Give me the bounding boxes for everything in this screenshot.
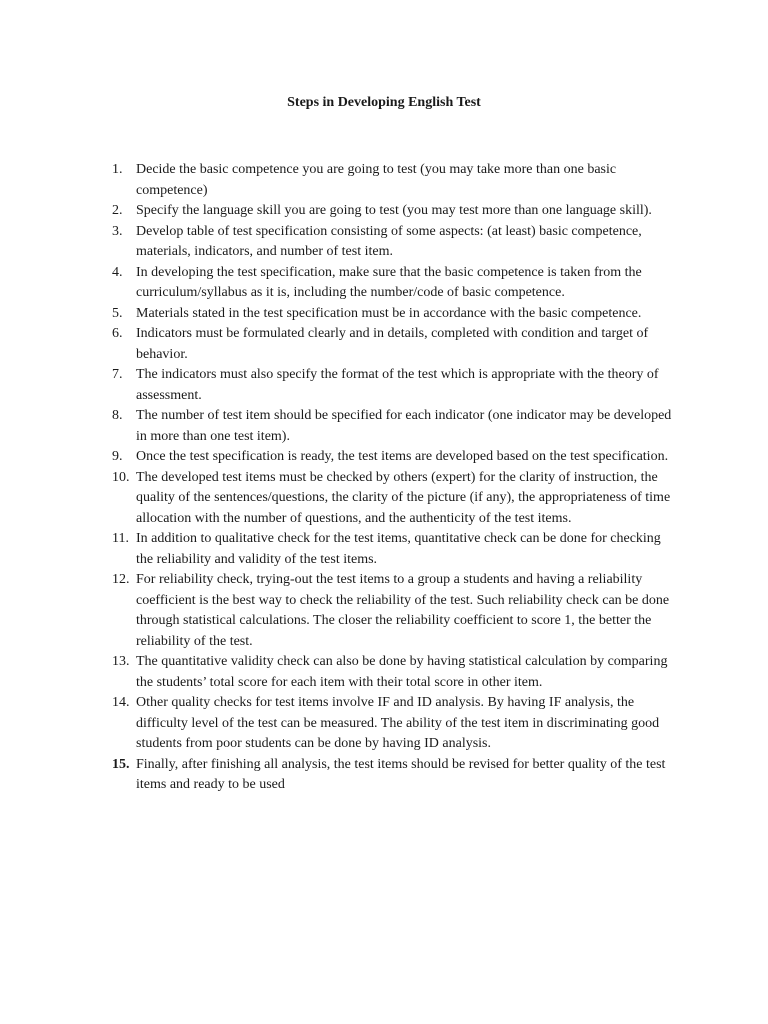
step-text: Develop table of test specification consisting of some aspects: (at least) basic competence, materials, indicators, and number of test item.	[136, 223, 642, 259]
step-text: Decide the basic competence you are going to test (you may take more than one basic competence)	[136, 162, 617, 198]
list-item	[112, 468, 672, 530]
step-number: 5.	[112, 305, 123, 321]
step-text: Once the test specification is ready, the test items are developed based on the test specification.	[136, 449, 669, 464]
step-text: Specify the language skill you are going to test (you may test more than one language skill).	[136, 203, 652, 218]
list-item	[112, 406, 672, 447]
list-item	[112, 447, 672, 468]
list-item	[112, 160, 672, 201]
step-number: 8.	[112, 408, 123, 423]
step-text: The quantitative validity check can also be done by having statistical calculation by comparing the students’ total score for each item with their total score in other item.	[136, 654, 668, 690]
list-item	[112, 570, 672, 652]
page-title: Steps in Developing English Test	[287, 95, 481, 110]
step-number: 15.	[112, 756, 130, 772]
list-item	[112, 365, 672, 406]
step-text: The indicators must also specify the format of the test which is appropriate with the theory of assessment.	[136, 367, 659, 403]
list-item	[112, 652, 672, 693]
step-text: Indicators must be formulated clearly and in details, completed with condition and target of behavior.	[136, 326, 649, 362]
step-text: Finally, after finishing all analysis, the test items should be revised for better quality of the test items and ready to be used	[136, 756, 666, 792]
step-number: 1.	[112, 162, 123, 177]
step-text: In addition to qualitative check for the test items, quantitative check can be done for checking the reliability and validity of the test items.	[136, 531, 661, 567]
list-item	[112, 324, 672, 365]
step-number: 11.	[112, 531, 129, 546]
steps-list	[112, 160, 672, 796]
step-number: 14.	[112, 695, 130, 710]
list-item	[112, 304, 672, 325]
step-text: For reliability check, trying-out the test items to a group a students and having a reliability coefficient is the best way to check the reliability of the test. Such reliability check can be done through statistical calculations. The closer the reliability coefficient to score 1, the better the reliability of the test.	[136, 572, 670, 649]
list-item	[112, 201, 672, 222]
step-text: Materials stated in the test specification must be in accordance with the basic competence.	[136, 305, 642, 321]
list-item	[112, 222, 672, 263]
list-item	[112, 529, 672, 570]
step-number: 13.	[112, 654, 130, 669]
step-number: 10.	[112, 469, 130, 485]
step-number: 3.	[112, 223, 123, 239]
step-text: In developing the test specification, make sure that the basic competence is taken from the curriculum/syllabus as it is, including the number/code of basic competence.	[136, 264, 642, 300]
step-text: Other quality checks for test items involve IF and ID analysis. By having IF analysis, the difficulty level of the test can be measured. The ability of the test item in discriminating good students from poor students can be done by having ID analysis.	[136, 695, 660, 751]
step-number: 7.	[112, 367, 123, 382]
list-item	[112, 755, 672, 796]
list-item	[112, 263, 672, 304]
step-number: 6.	[112, 326, 123, 341]
step-number: 4.	[112, 264, 123, 280]
step-number: 12.	[112, 572, 130, 587]
step-number: 2.	[112, 203, 123, 218]
step-text: The number of test item should be specified for each indicator (one indicator may be developed in more than one test item).	[136, 408, 672, 444]
step-text: The developed test items must be checked by others (expert) for the clarity of instruction, the quality of the sentences/questions, the clarity of the picture (if any), the appropriateness of time allocation with the number of questions, and the authenticity of the test items.	[136, 469, 671, 526]
step-number: 9.	[112, 449, 123, 464]
list-item	[112, 693, 672, 755]
